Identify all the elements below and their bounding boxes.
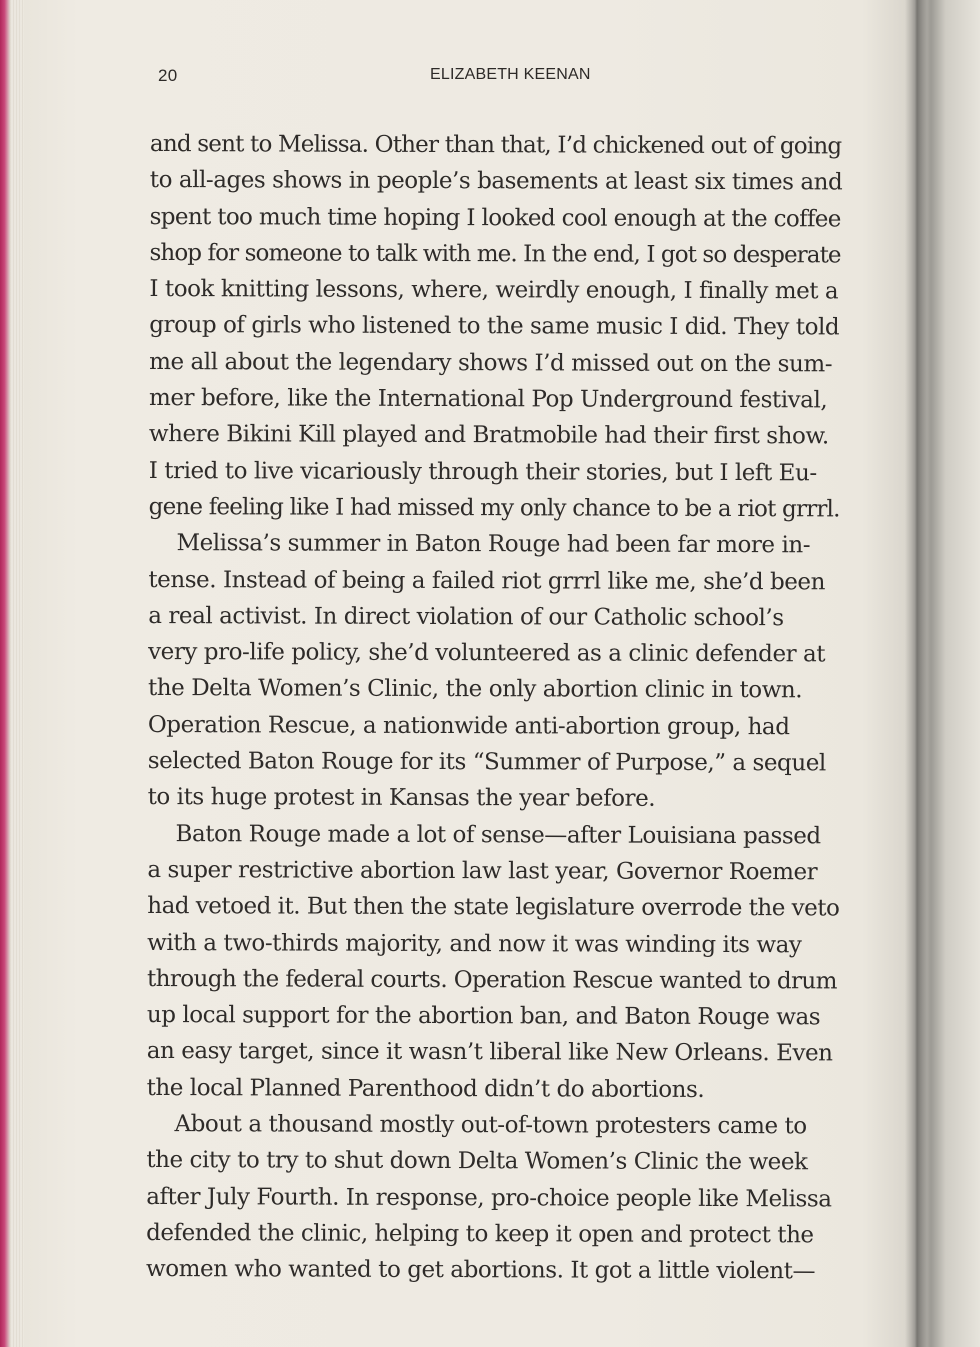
text-line: a real activist. In direct violation of our Catholic school’s — [148, 602, 784, 632]
text-line: to all-ages shows in people’s basements at least six times and — [149, 167, 843, 196]
text-line: Operation Rescue, a nationwide anti-abortion group, had — [147, 711, 790, 740]
text-line: mer before, like the International Pop Underground festival, — [149, 385, 828, 414]
page-number: 20 — [158, 66, 178, 85]
text-line: gene feeling like I had missed my only chance to be a riot grrrl. — [148, 493, 840, 523]
page-header — [158, 66, 848, 96]
text-line: group of girls who listened to the same music I did. They told — [149, 312, 840, 341]
text-line: spent too much time hoping I looked cool enough at the coffee — [149, 203, 841, 233]
text-line: me all about the legendary shows I’d missed out on the sum- — [149, 348, 833, 378]
text-line: a super restrictive abortion law last year, Governor Roemer — [147, 856, 818, 886]
body-text — [146, 126, 850, 1290]
text-line: the local Planned Parenthood didn’t do abortions. — [146, 1074, 705, 1103]
book-gutter-shadow — [905, 0, 927, 1347]
text-line: the Delta Women’s Clinic, the only abortion clinic in town. — [147, 675, 803, 704]
text-line: I took knitting lessons, where, weirdly enough, I finally met a — [149, 276, 839, 305]
text-line: to its huge protest in Kansas the year before. — [147, 784, 656, 813]
text-line: the city to try to shut down Delta Women’s Clinic the week — [146, 1147, 808, 1176]
text-line: shop for someone to talk with me. In the end, I got so desperate — [149, 239, 841, 269]
text-line: and sent to Melissa. Other than that, I’d chickened out of going — [149, 130, 842, 160]
text-line: through the federal courts. Operation Rescue wanted to drum — [146, 965, 837, 995]
text-line: an easy target, since it wasn’t liberal like New Orleans. Even — [146, 1038, 833, 1067]
text-line: Melissa’s summer in Baton Rouge had been far more in- — [176, 530, 811, 559]
text-line: with a two-thirds majority, and now it was winding its way — [147, 929, 802, 958]
text-line: Baton Rouge made a lot of sense—after Louisiana passed — [175, 820, 821, 849]
text-line: after July Fourth. In response, pro-choice people like Melissa — [146, 1183, 832, 1212]
text-line: I tried to live vicariously through their stories, but I left Eu- — [148, 457, 817, 487]
text-line: where Bikini Kill played and Bratmobile had their first show. — [148, 421, 829, 450]
text-line: About a thousand mostly out-of-town protesters came to — [174, 1111, 807, 1140]
book-cover-edge — [0, 0, 10, 1347]
text-line: selected Baton Rouge for its “Summer of Purpose,” a sequel — [147, 748, 826, 777]
text-line: women who wanted to get abortions. It got a little violent— — [145, 1256, 816, 1285]
text-line: had vetoed it. But then the state legislature overrode the veto — [147, 893, 840, 922]
running-head-author: ELIZABETH KEENAN — [430, 66, 591, 83]
text-line: up local support for the abortion ban, and Baton Rouge was — [146, 1002, 821, 1031]
text-line: very pro-life policy, she’d volunteered as a clinic defender at — [148, 639, 826, 668]
text-line: defended the clinic, helping to keep it open and protect the — [146, 1219, 814, 1249]
text-line: tense. Instead of being a failed riot grrrl like me, she’d been — [148, 566, 826, 595]
page-stack-edges — [10, 0, 24, 1347]
